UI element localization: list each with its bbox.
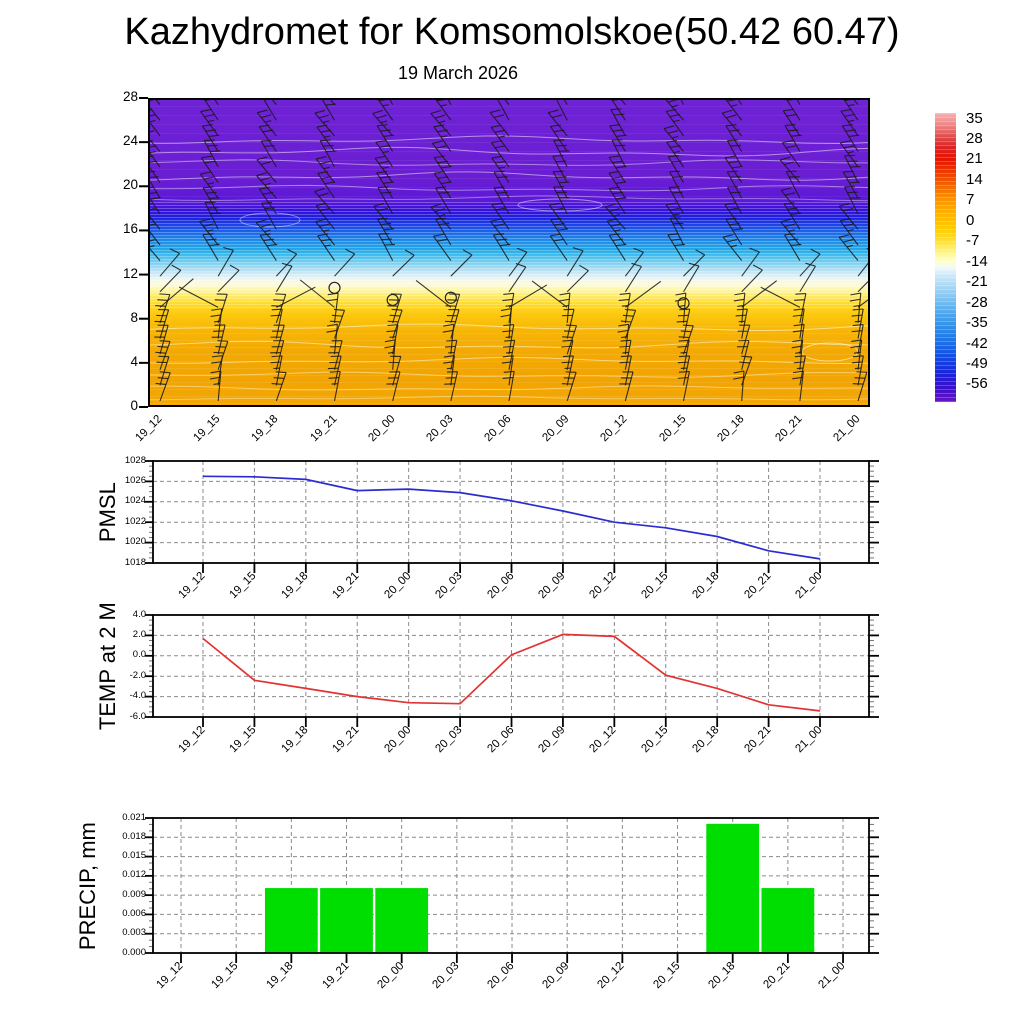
main-x-tick-label: 20_06 (482, 413, 514, 445)
colorbar-tick-label: 0 (966, 211, 975, 229)
page-title: Kazhydromet for Komsomolskoe(50.42 60.47) (124, 11, 900, 53)
colorbar-tick-label: 7 (966, 191, 975, 209)
x-tick-label: 20_03 (433, 724, 465, 756)
x-tick-label: 21_00 (793, 724, 825, 756)
y-tick-label: 0.0 (132, 649, 146, 661)
main-x-tick-label: 20_12 (598, 413, 630, 445)
x-tick-label: 20_15 (639, 570, 671, 602)
y-tick-label: 0.015 (122, 850, 146, 862)
x-tick-label: 20_18 (706, 960, 738, 992)
x-tick-label: 20_00 (375, 960, 407, 992)
precip-axis-title: PRECIP, mm (74, 822, 100, 951)
x-tick-label: 20_09 (536, 724, 568, 756)
x-tick-label: 20_21 (761, 960, 793, 992)
x-tick-label: 20_15 (639, 724, 671, 756)
x-tick-label: 20_18 (690, 724, 722, 756)
y-tick-label: 0.009 (122, 888, 146, 900)
y-tick-label: 1026 (124, 474, 146, 486)
x-tick-label: 20_12 (595, 960, 627, 992)
x-tick-label: 20_00 (382, 570, 414, 602)
y-tick-label: 0.003 (122, 927, 146, 939)
main-x-tick-label: 20_00 (366, 413, 398, 445)
y-tick-label: -2.0 (129, 669, 146, 681)
main-y-tick-label: 20 (122, 177, 138, 193)
x-tick-label: 19_21 (330, 570, 362, 602)
y-tick-label: 0.018 (122, 830, 146, 842)
colorbar-tick-label: -35 (966, 314, 988, 332)
main-x-tick-label: 20_18 (715, 413, 747, 445)
main-x-tick-label: 19_18 (249, 413, 281, 445)
x-tick-label: 20_03 (433, 570, 465, 602)
x-tick-label: 20_15 (650, 960, 683, 992)
y-tick-label: 1024 (124, 495, 146, 507)
colorbar-tick-label: -49 (966, 355, 988, 373)
x-tick-label: 21_00 (793, 570, 825, 602)
main-x-tick-label: 20_03 (424, 413, 456, 445)
temp-axis-title: TEMP at 2 M (94, 602, 120, 731)
main-x-tick-label: 19_21 (307, 413, 339, 445)
y-tick-label: 1022 (124, 515, 146, 527)
x-tick-label: 19_18 (279, 570, 311, 602)
x-tick-label: 19_12 (154, 960, 186, 992)
main-x-tick-label: 19_15 (191, 413, 223, 445)
x-tick-label: 19_12 (176, 570, 208, 602)
colorbar-tick-label: 21 (966, 150, 983, 168)
x-tick-label: 20_21 (741, 570, 774, 602)
colorbar-tick-label: -7 (966, 232, 980, 250)
main-x-tick-label: 20_21 (773, 413, 805, 445)
x-tick-label: 20_00 (382, 724, 414, 756)
colorbar-tick-label: 28 (966, 129, 983, 147)
y-tick-label: 0.006 (122, 907, 146, 919)
x-tick-label: 20_12 (587, 570, 619, 602)
colorbar-tick-label: -56 (966, 375, 988, 393)
x-tick-label: 20_18 (690, 570, 722, 602)
y-tick-label: -6.0 (129, 710, 146, 722)
x-tick-label: 20_21 (741, 724, 774, 756)
y-tick-label: -4.0 (129, 690, 146, 702)
x-tick-label: 20_06 (484, 570, 516, 602)
x-tick-label: 20_09 (540, 960, 572, 992)
main-x-tick-label: 19_12 (133, 413, 165, 445)
pmsl-axis-title: PMSL (94, 482, 120, 543)
y-tick-label: 1028 (124, 454, 146, 466)
main-y-tick-label: 0 (130, 398, 138, 413)
y-tick-label: 0.021 (122, 811, 146, 823)
colorbar-tick-label: 14 (966, 170, 983, 188)
x-tick-label: 19_15 (227, 570, 259, 602)
main-y-tick-label: 8 (130, 309, 138, 325)
main-y-tick-label: 12 (122, 265, 138, 281)
colorbar-tick-label: -28 (966, 293, 988, 311)
y-tick-label: 2.0 (132, 628, 146, 640)
main-y-tick-label: 24 (122, 133, 138, 149)
x-tick-label: 20_03 (430, 960, 462, 992)
x-tick-label: 19_15 (209, 960, 241, 992)
x-tick-label: 20_09 (536, 570, 568, 602)
x-tick-label: 19_21 (319, 960, 351, 992)
x-tick-label: 19_12 (176, 724, 208, 756)
x-tick-label: 19_15 (227, 724, 259, 756)
colorbar-tick-label: -14 (966, 252, 988, 270)
y-tick-label: 0.012 (122, 869, 146, 881)
main-y-tick-label: 28 (122, 89, 138, 104)
y-tick-label: 1020 (124, 536, 146, 548)
x-tick-label: 19_18 (264, 960, 296, 992)
y-tick-label: 4.0 (132, 608, 146, 620)
y-tick-label: 1018 (124, 556, 146, 568)
main-x-tick-label: 20_15 (656, 413, 689, 445)
main-x-tick-label: 20_09 (540, 413, 572, 445)
main-y-tick-label: 16 (122, 221, 138, 237)
page-subtitle: 19 March 2026 (397, 63, 519, 83)
x-tick-label: 19_18 (279, 724, 311, 756)
x-tick-label: 19_21 (330, 724, 362, 756)
colorbar-tick-label: -42 (966, 334, 988, 352)
x-tick-label: 20_06 (485, 960, 517, 992)
main-x-tick-label: 21_00 (831, 413, 863, 445)
x-tick-label: 20_06 (484, 724, 516, 756)
x-tick-label: 21_00 (816, 960, 848, 992)
colorbar-tick-label: 35 (966, 109, 983, 127)
y-tick-label: 0.000 (122, 946, 146, 958)
x-tick-label: 20_12 (587, 724, 619, 756)
main-y-tick-label: 4 (130, 353, 138, 369)
colorbar-tick-label: -21 (966, 273, 988, 291)
